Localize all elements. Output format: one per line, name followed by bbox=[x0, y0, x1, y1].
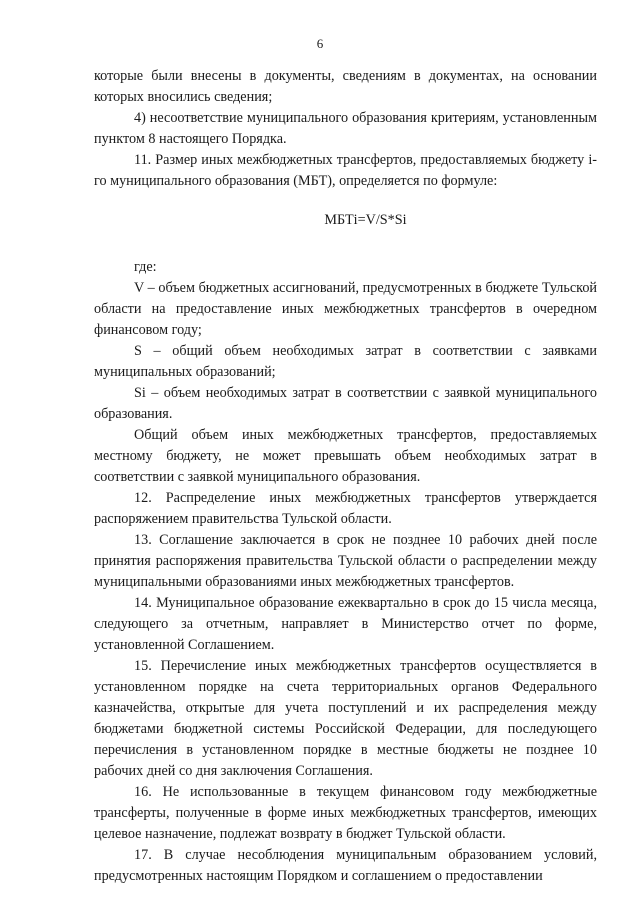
paragraph-clause-12: 12. Распределение иных межбюджетных трансфертов утверждается распоряжением правительства Тульской области. bbox=[94, 490, 597, 527]
definition-v: V – объем бюджетных ассигнований, предусмотренных в бюджете Тульской области на предоставление иных межбюджетных трансфертов в очередном финансовом году; bbox=[94, 280, 597, 338]
paragraph-clause-15: 15. Перечисление иных межбюджетных трансфертов осуществляется в установленном порядке на счета территориальных органов Федерального казначейства, открытые для учета поступлений и их распределения между бюджетами бюджетной системы Российской Федерации, для последующего перечисления в установленном порядке в местные бюджеты не позднее 10 рабочих дней со дня заключения Соглашения. bbox=[94, 658, 597, 779]
paragraph: где: bbox=[134, 259, 157, 275]
document-body bbox=[94, 66, 597, 887]
formula: МБТi=V/S*Si bbox=[324, 212, 407, 228]
paragraph-clause-17: 17. В случае несоблюдения муниципальным образованием условий, предусмотренных настоящим Порядком и соглашением о предоставлении bbox=[94, 847, 597, 884]
paragraph-clause-13: 13. Соглашение заключается в срок не позднее 10 рабочих дней после принятия распоряжения правительства Тульской области о распределении между муниципальными образованиями иных межбюджетных трансфертов. bbox=[94, 532, 597, 590]
paragraph-clause-16: 16. Не использованные в текущем финансовом году межбюджетные трансферты, полученные в форме иных межбюджетных трансфертов, имеющих целевое назначение, подлежат возврату в бюджет Тульской области. bbox=[94, 784, 597, 842]
definition-si: Si – объем необходимых затрат в соответствии с заявкой муниципального образования. bbox=[94, 385, 597, 422]
paragraph: 4) несоответствие муниципального образования критериям, установленным пунктом 8 настоящего Порядка. bbox=[94, 110, 597, 147]
paragraph-clause-14: 14. Муниципальное образование ежеквартально в срок до 15 числа месяца, следующего за отчетным, направляет в Министерство отчет по форме, установленной Соглашением. bbox=[94, 595, 597, 653]
paragraph: Общий объем иных межбюджетных трансфертов, предоставляемых местному бюджету, не может превышать объем необходимых затрат в соответствии с заявкой муниципального образования. bbox=[94, 427, 597, 485]
definition-s: S – общий объем необходимых затрат в соответствии с заявками муниципальных образований; bbox=[94, 343, 597, 380]
paragraph-clause-11: 11. Размер иных межбюджетных трансфертов, предоставляемых бюджету i-го муниципального образования (МБТ), определяется по формуле: bbox=[94, 152, 597, 189]
paragraph: которые были внесены в документы, сведениям в документах, на основании которых вносились сведения; bbox=[94, 68, 597, 105]
page-number: 6 bbox=[316, 36, 324, 51]
